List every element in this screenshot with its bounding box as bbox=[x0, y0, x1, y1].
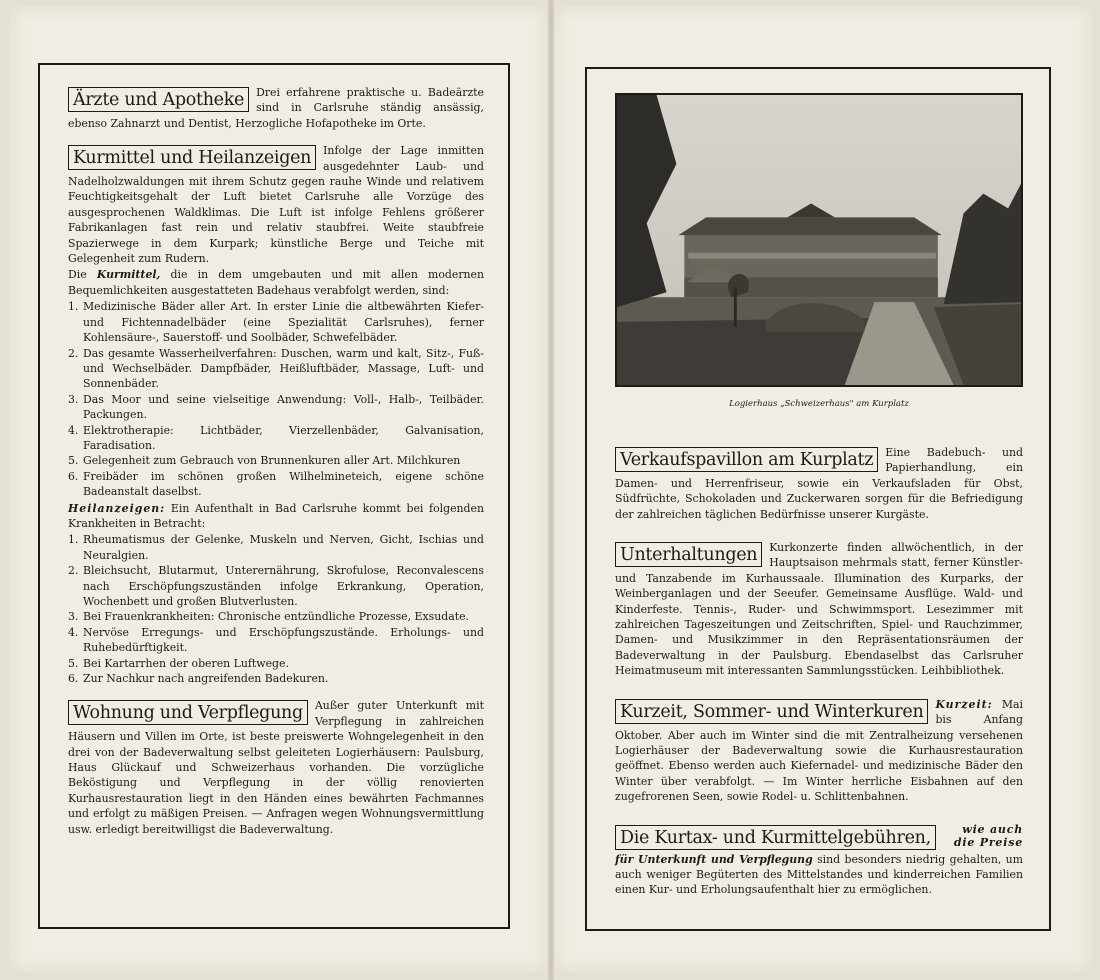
left-page bbox=[10, 6, 548, 972]
item-text: Freibäder im schönen großen Wilhelmineteich, eigene schöne Badeanstalt daselbst. bbox=[83, 469, 484, 499]
kurtax-text: sind besonders niedrig gehalten, um auch weniger Begüterten des Mittelstandes und kinderreichen Familien einen Kur- und Erholungsaufenthalt hier zu ermöglichen. bbox=[615, 852, 1023, 897]
item-number: 1. bbox=[68, 533, 79, 547]
item-number: 5. bbox=[68, 656, 79, 670]
list-item bbox=[68, 671, 484, 686]
heading-unterhaltung: Unterhaltungen bbox=[615, 542, 762, 567]
item-text: Bei Kartarrhen der oberen Luftwege. bbox=[83, 656, 289, 670]
kurmittel-term: Kurmittel, bbox=[96, 268, 161, 282]
item-text: Das Moor und seine vielseitige Anwendung: Voll-, Halb-, Teilbäder. Packungen. bbox=[83, 392, 484, 422]
heilanzeigen-lead bbox=[68, 501, 484, 532]
kurmittel-text: die in dem umgebauten und mit allen modernen Bequemlichkeiten ausgestatteten Badehaus verabfolgt werden, sind: bbox=[68, 268, 485, 297]
item-number: 6. bbox=[68, 469, 79, 483]
right-page-frame bbox=[585, 67, 1051, 931]
item-text: Bei Frauenkrankheiten: Chronische entzündliche Prozesse, Exsudate. bbox=[83, 610, 469, 624]
section-kurtax bbox=[615, 823, 1023, 898]
kurmittel-lead bbox=[68, 267, 484, 298]
heading-kurzeit: Kurzeit, Sommer- und Winterkuren bbox=[615, 699, 928, 724]
list-item bbox=[68, 532, 484, 563]
kurzeit-term: Kurzeit: bbox=[935, 697, 993, 711]
section-wohnung bbox=[68, 698, 484, 837]
photo-house-balcony bbox=[688, 253, 936, 259]
section-verkauf bbox=[615, 445, 1023, 522]
kurtax-em: für Unterkunft und Verpflegung bbox=[615, 852, 813, 866]
heilanzeigen-list bbox=[68, 532, 484, 686]
heading-kurmittel: Kurmittel und Heilanzeigen bbox=[68, 145, 316, 170]
section-kurzeit bbox=[615, 697, 1023, 805]
list-item bbox=[68, 299, 484, 345]
photo-house-roof bbox=[678, 217, 941, 235]
kurtax-float bbox=[954, 823, 1023, 849]
section-aerzte bbox=[68, 85, 484, 131]
item-text: Bleichsucht, Blutarmut, Unterernährung, Skrofulose, Reconvalescens nach Erschöpfungszuständen infolge Erkrankung, Operation, Wochenbett und großen Blutverlusten. bbox=[83, 564, 484, 608]
item-text: Zur Nachkur nach angreifenden Badekuren. bbox=[83, 672, 329, 686]
item-number: 6. bbox=[68, 672, 79, 686]
item-number: 2. bbox=[68, 346, 79, 360]
item-text: Gelegenheit zum Gebrauch von Brunnenkuren aller Art. Milchkuren bbox=[83, 454, 461, 468]
list-item bbox=[68, 563, 484, 609]
kurtax-float-line2: die Preise bbox=[953, 835, 1023, 849]
photo-tree-trunk bbox=[734, 287, 737, 326]
heading-aerzte: Ärzte und Apotheke bbox=[68, 87, 249, 112]
kurtax-float-line1: wie auch bbox=[962, 822, 1023, 836]
heilanzeigen-term: Heilanzeigen: bbox=[68, 501, 166, 515]
list-item bbox=[68, 453, 484, 468]
heading-verkauf: Verkaufspavillon am Kurplatz bbox=[615, 447, 878, 472]
photo-caption: Logierhaus „Schweizerhaus" am Kurplatz bbox=[729, 399, 909, 409]
heading-kurtax: Die Kurtax- und Kurmittelgebühren, bbox=[615, 825, 936, 850]
item-number: 2. bbox=[68, 564, 79, 578]
item-number: 3. bbox=[68, 610, 79, 624]
list-item bbox=[68, 469, 484, 500]
list-item bbox=[68, 656, 484, 671]
kurmittel-prefix: Die bbox=[68, 268, 87, 282]
list-item bbox=[68, 625, 484, 656]
item-number: 5. bbox=[68, 454, 79, 468]
heilanzeigen-text: Ein Aufenthalt in Bad Carlsruhe kommt bei folgenden Krankheiten in Betracht: bbox=[68, 501, 484, 530]
item-text: Nervöse Erregungs- und Erschöpfungszustände. Erholungs- und Ruhebedürftigkeit. bbox=[83, 625, 484, 655]
item-text: Das gesamte Wasserheilverfahren: Duschen, warm und kalt, Sitz-, Fuß- und Wechselbäder. Dampfbäder, Heißluftbäder, Massage, Luft- und Sonnenbäder. bbox=[83, 346, 484, 391]
verkauf-text: Eine Badebuch- und Papierhandlung, ein Damen- und Herrenfriseur, sowie ein Verkaufsladen für Obst, Südfrüchte, Schokoladen und Zuckerwaren sorgen für die Befriedigung der zahlreichen täglichen Bedürfnisse unserer Kurgäste. bbox=[615, 446, 1023, 521]
heading-wohnung: Wohnung und Verpflegung bbox=[68, 700, 308, 725]
item-number: 4. bbox=[68, 423, 79, 437]
wohnung-text: Außer guter Unterkunft mit Verpflegung in zahlreichen Häusern und Villen im Orte, ist beste preiswerte Wohngelegenheit in den drei von der Badeverwaltung selbst geleiteten Logierhäusern: Paulsburg, Haus Glückauf und Schweizerhaus vorhanden. Die vorzügliche Beköstigung und Verpflegung in der völlig renovierten Kurhausrestauration liegt in den Händen eines bewährten Fachmannes und erfolgt zu mäßigen Preisen. — Anfragen wegen Wohnungsvermittlung usw. erledigt bereitwilligst die Badeverwaltung. bbox=[68, 699, 484, 836]
item-number: 1. bbox=[68, 300, 79, 314]
kurmittel-intro: Infolge der Lage inmitten ausgedehnter Laub- und Nadelholzwaldungen mit ihrem Schutz gegen rauhe Winde und relativem Feuchtigkeitsgehalt der Luft bietet Carlsruhe alle Vorzüge des ausgesprochenen Waldklimas. Die Luft ist infolge Fehlens größerer Fabrikanlagen fast rein und relativ staubfrei. Weite staubfreie Spazierwege in dem Kurpark; künstliche Berge und Teiche mit Gelegenheit zum Rudern. bbox=[68, 144, 484, 266]
item-text: Elektrotherapie: Lichtbäder, Vierzellenbäder, Galvanisation, Faradisation. bbox=[83, 423, 484, 452]
unterhaltung-text: Kurkonzerte finden allwöchentlich, in der Hauptsaison mehrmals statt, ferner Künstler- und Tanzabende im Kurhaussaale. Illumination des Kurparks, der Weinberganlagen und der Seeufer. Gemeinsame Ausflüge. Wald- und Kinderfeste. Tennis-, Ruder- und Schwimmsport. Lesezimmer mit zahlreichen Tageszeitungen und Zeitschriften, Spiel- und Rauchzimmer, Damen- und Musikzimmer in den Repräsentationsräumen der Badeverwaltung in der Paulsburg. Ebendaselbst das Carlsruher Heimatmuseum mit interessanten Sammlungsstücken. Leihbibliothek. bbox=[615, 541, 1023, 678]
section-kurmittel bbox=[68, 143, 484, 686]
list-item bbox=[68, 609, 484, 624]
left-page-frame bbox=[38, 63, 510, 929]
item-number: 3. bbox=[68, 392, 79, 406]
item-number: 4. bbox=[68, 625, 79, 639]
item-text: Rheumatismus der Gelenke, Muskeln und Nerven, Gicht, Ischias und Neuralgien. bbox=[83, 533, 484, 562]
aerzte-text: Drei erfahrene praktische u. Badeärzte sind in Carlsruhe ständig ansässig, ebenso Zahnarzt und Dentist, Herzogliche Hofapotheke im Orte. bbox=[68, 86, 484, 130]
kurzeit-text: Mai bis Anfang Oktober. Aber auch im Winter sind die mit Zentralheizung versehenen Logierhäuser der Badeverwaltung sowie die Kurhausrestauration geöffnet. Ebenso werden auch Kiefernadel- und medizinische Bäder den Winter über verabfolgt. — Im Winter herrliche Eisbahnen auf den zugefrorenen Seen, sowie Rodel- u. Schlittenbahnen. bbox=[615, 697, 1023, 804]
kurmittel-list bbox=[68, 299, 484, 499]
list-item bbox=[68, 346, 484, 392]
list-item bbox=[68, 423, 484, 454]
section-unterhaltung bbox=[615, 540, 1023, 679]
schweizerhaus-photo bbox=[615, 93, 1023, 387]
list-item bbox=[68, 392, 484, 423]
right-page bbox=[554, 6, 1092, 972]
item-text: Medizinische Bäder aller Art. In erster Linie die altbewährten Kiefer- und Fichtennadelbäder (eine Spezialität Carlsruhes), ferner Kohlensäure-, Sauerstoff- und Soolbäder, Schwefelbäder. bbox=[83, 300, 484, 345]
